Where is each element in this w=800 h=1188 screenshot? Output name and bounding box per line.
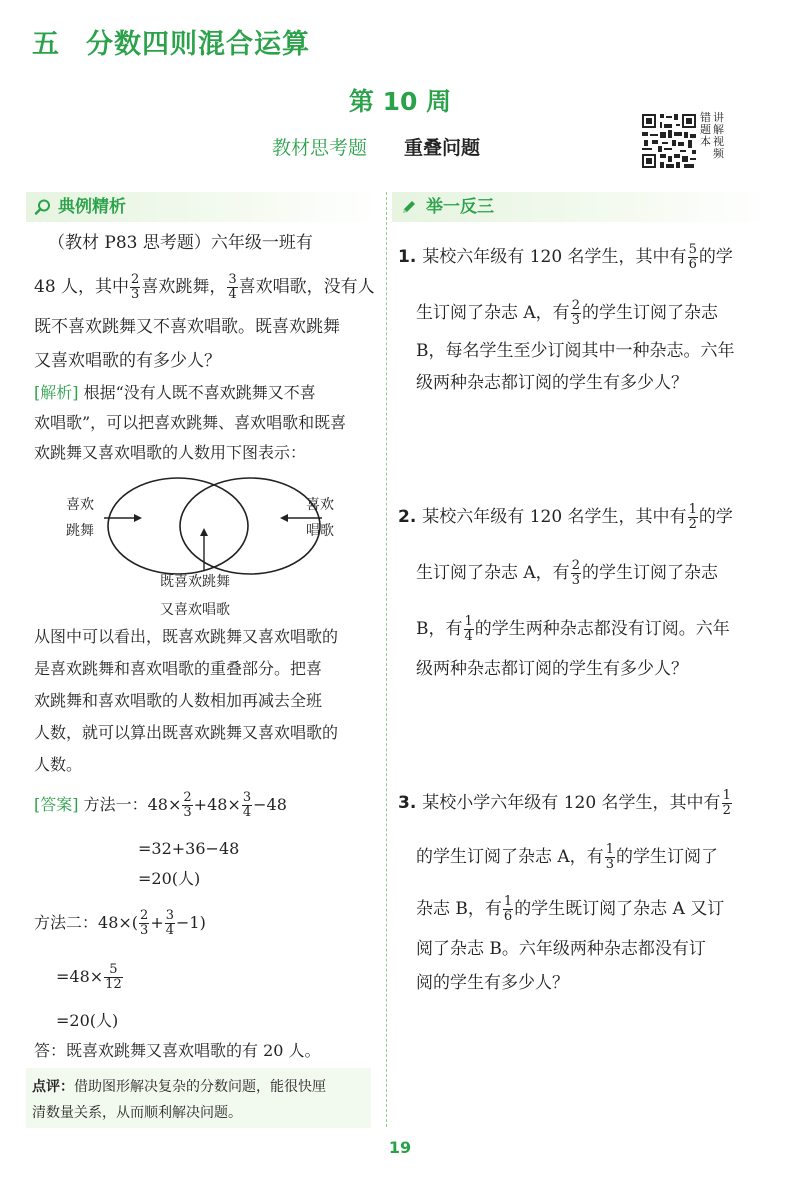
- fraction-denominator: 3: [571, 573, 580, 588]
- analysis-tag: [解析]: [34, 383, 79, 402]
- fraction-numerator: 1: [605, 842, 614, 857]
- venn-right-label: [306, 492, 334, 544]
- q2-text-1b: 的学: [698, 507, 733, 527]
- fraction-denominator: 4: [242, 805, 252, 820]
- q1-text-2b: 的学生订阅了杂志: [581, 303, 718, 323]
- fraction-2-3: [139, 909, 149, 938]
- section-practice-title: 举一反三: [426, 197, 494, 217]
- question-number: 1.: [398, 247, 417, 267]
- qr-label: [700, 112, 730, 160]
- method-2-step-3: =20(人): [56, 1011, 119, 1030]
- explain-line-2: 是喜欢跳舞和喜欢唱歌的重叠部分。把喜: [34, 659, 323, 678]
- method-1-part-b: +48×: [193, 795, 241, 814]
- final-answer: 答：既喜欢跳舞又喜欢唱歌的有 20 人。: [34, 1041, 321, 1060]
- question-1-line-4: 级两种杂志都订阅的学生有多少人？: [416, 373, 688, 393]
- q1-text-1a: 某校六年级有 120 名学生，其中有: [422, 247, 687, 267]
- fraction-numerator: 1: [464, 614, 473, 629]
- method-1-step-3: =20(人): [138, 869, 201, 888]
- method-2-step-2-text: =48×: [56, 967, 104, 986]
- column-divider: [386, 192, 387, 1127]
- q1-text-2a: 生订阅了杂志 A，有: [416, 303, 570, 323]
- chapter-number: 五: [32, 29, 60, 60]
- analysis-line-1: [34, 378, 316, 408]
- q3-text-1a: 某校小学六年级有 120 名学生，其中有: [422, 793, 721, 813]
- fraction-denominator: 12: [105, 977, 122, 992]
- analysis-line-2: 欢唱歌”，可以把喜欢跳舞、喜欢唱歌和既喜: [34, 413, 347, 432]
- problem-line-2: [34, 270, 375, 304]
- pencil-icon: [400, 198, 418, 216]
- fraction-denominator: 3: [605, 857, 614, 872]
- answer-tag: [答案]: [34, 795, 79, 814]
- problem-line-2c: 喜欢唱歌，没有人: [238, 277, 375, 297]
- fraction-1-3: [605, 843, 615, 872]
- fraction-numerator: 3: [228, 272, 237, 287]
- method-2-step-2: [56, 962, 124, 992]
- question-number: 2.: [398, 507, 417, 527]
- section-example-bar: [26, 192, 381, 222]
- method-1-label: 方法一：: [83, 795, 148, 814]
- fraction-1-2: [688, 503, 698, 532]
- fraction-3-4: [227, 273, 237, 302]
- fraction-2-3: [571, 559, 581, 588]
- fraction-denominator: 6: [503, 909, 513, 924]
- analysis-text-1: 根据“没有人既不喜欢跳舞又不喜: [78, 383, 316, 402]
- fraction-denominator: 4: [228, 287, 237, 302]
- subheading-topic: 重叠问题: [404, 137, 481, 159]
- fraction-denominator: 2: [688, 517, 697, 532]
- fraction-denominator: 3: [571, 313, 580, 328]
- q2-text-3b: 的学生两种杂志都没有订阅。六年: [474, 619, 730, 639]
- fraction-numerator: 2: [131, 272, 140, 287]
- venn-label-line: 又喜欢唱歌: [160, 602, 230, 618]
- fraction-2-3: [130, 273, 140, 302]
- qr-label-col1: 错题本: [700, 111, 711, 148]
- problem-line-2b: 喜欢跳舞，: [141, 277, 227, 297]
- venn-right-ellipse: [180, 478, 320, 574]
- fraction-5-6: [688, 243, 698, 272]
- section-example-title: 典例精析: [58, 197, 126, 217]
- venn-label-line: 喜欢: [66, 497, 94, 513]
- fraction-numerator: 2: [183, 790, 192, 805]
- venn-bottom-label: [160, 568, 230, 624]
- fraction-numerator: 2: [571, 558, 580, 573]
- q2-text-1a: 某校六年级有 120 名学生，其中有: [422, 507, 687, 527]
- question-2-line-1: [398, 488, 733, 546]
- question-3-line-4: 阅了杂志 B。六年级两种杂志都没有订: [416, 939, 706, 959]
- question-3-line-2: [416, 828, 718, 886]
- question-3-line-1: [398, 774, 733, 832]
- qr-code-icon[interactable]: [640, 112, 698, 170]
- fraction-numerator: 2: [140, 908, 149, 923]
- venn-label-line: 跳舞: [66, 523, 94, 539]
- explain-line-4: 人数，就可以算出既喜欢跳舞又喜欢唱歌的: [34, 723, 339, 742]
- comment-tag: 点评：: [32, 1079, 74, 1095]
- venn-label-line: 喜欢: [306, 497, 334, 513]
- venn-label-line: 唱歌: [306, 523, 334, 539]
- fraction-numerator: 1: [688, 502, 697, 517]
- section-practice-bar: [392, 192, 772, 222]
- venn-left-label: [66, 492, 94, 544]
- answer-method-2: [34, 908, 206, 938]
- q2-text-3a: B，有: [416, 619, 463, 639]
- q2-text-2b: 的学生订阅了杂志: [581, 563, 718, 583]
- question-1-line-3: B，每名学生至少订阅其中一种杂志。六年: [416, 341, 735, 361]
- fraction-denominator: 3: [131, 287, 140, 302]
- venn-label-line: 既喜欢跳舞: [160, 574, 230, 590]
- q3-text-3b: 的学生既订阅了杂志 A 又订: [514, 899, 725, 919]
- page-number: 19: [388, 1138, 412, 1157]
- method-1-part-c: −48: [253, 795, 287, 814]
- fraction-denominator: 4: [165, 923, 174, 938]
- fraction-numerator: 5: [688, 242, 697, 257]
- method-1-part-a: 48×: [147, 795, 182, 814]
- problem-line-1: （教材 P83 思考题）六年级一班有: [48, 233, 313, 253]
- venn-left-ellipse: [108, 478, 248, 574]
- comment-line-2: 清数量关系，从而顺利解决问题。: [32, 1105, 242, 1121]
- problem-line-2a: 48 人，其中: [34, 277, 130, 297]
- fraction-denominator: 3: [140, 923, 149, 938]
- explain-line-5: 人数。: [34, 755, 83, 774]
- comment-text: [32, 1074, 326, 1126]
- answer-method-1: [34, 790, 287, 820]
- method-2-part-b: +: [150, 913, 164, 932]
- fraction-numerator: 1: [722, 788, 731, 803]
- fraction-denominator: 3: [183, 805, 192, 820]
- method-1-step-2: =32+36−48: [138, 839, 240, 858]
- method-2-part-c: −1): [176, 913, 206, 932]
- q3-text-2a: 的学生订阅了杂志 A，有: [416, 847, 604, 867]
- week-title: 第 10 周: [348, 87, 452, 116]
- subheading-textbook: 教材思考题: [272, 137, 368, 159]
- method-2-label: 方法二：: [34, 913, 99, 932]
- magnifier-icon: [34, 198, 52, 216]
- q1-text-1b: 的学: [698, 247, 733, 267]
- fraction-denominator: 2: [722, 803, 731, 818]
- q2-text-2a: 生订阅了杂志 A，有: [416, 563, 570, 583]
- fraction-numerator: 2: [571, 298, 580, 313]
- question-3-line-5: 阅的学生有多少人？: [416, 973, 569, 993]
- fraction-1-2: [722, 789, 732, 818]
- question-number: 3.: [398, 793, 417, 813]
- q3-text-3a: 杂志 B，有: [416, 899, 502, 919]
- analysis-line-3: 欢跳舞又喜欢唱歌的人数用下图表示：: [34, 443, 307, 462]
- question-2-line-2: [416, 544, 718, 602]
- problem-line-4: 又喜欢唱歌的有多少人？: [34, 351, 221, 371]
- chapter-heading: [32, 22, 336, 61]
- fraction-numerator: 1: [503, 894, 513, 909]
- explain-line-3: 欢跳舞和喜欢唱歌的人数相加再减去全班: [34, 691, 323, 710]
- comment-line-1: 借助图形解决复杂的分数问题，能很快厘: [74, 1079, 326, 1095]
- chapter-title: 分数四则混合运算: [86, 29, 310, 60]
- question-1-line-1: [398, 228, 733, 286]
- fraction-3-4: [242, 791, 252, 820]
- fraction-denominator: 6: [688, 257, 697, 272]
- fraction-2-3: [182, 791, 192, 820]
- explain-line-1: 从图中可以看出，既喜欢跳舞又喜欢唱歌的: [34, 627, 339, 646]
- fraction-numerator: 5: [104, 963, 123, 978]
- problem-line-3: 既不喜欢跳舞又不喜欢唱歌。既喜欢跳舞: [34, 317, 340, 337]
- question-2-line-4: 级两种杂志都订阅的学生有多少人？: [416, 659, 688, 679]
- fraction-3-4: [165, 909, 175, 938]
- fraction-numerator: 3: [242, 790, 252, 805]
- q3-text-2b: 的学生订阅了: [615, 847, 718, 867]
- fraction-denominator: 4: [464, 629, 473, 644]
- qr-label-col2: 讲解视频: [713, 111, 724, 160]
- fraction-5-12: [104, 963, 123, 992]
- fraction-numerator: 3: [165, 908, 174, 923]
- method-2-part-a: 48×(: [98, 913, 139, 932]
